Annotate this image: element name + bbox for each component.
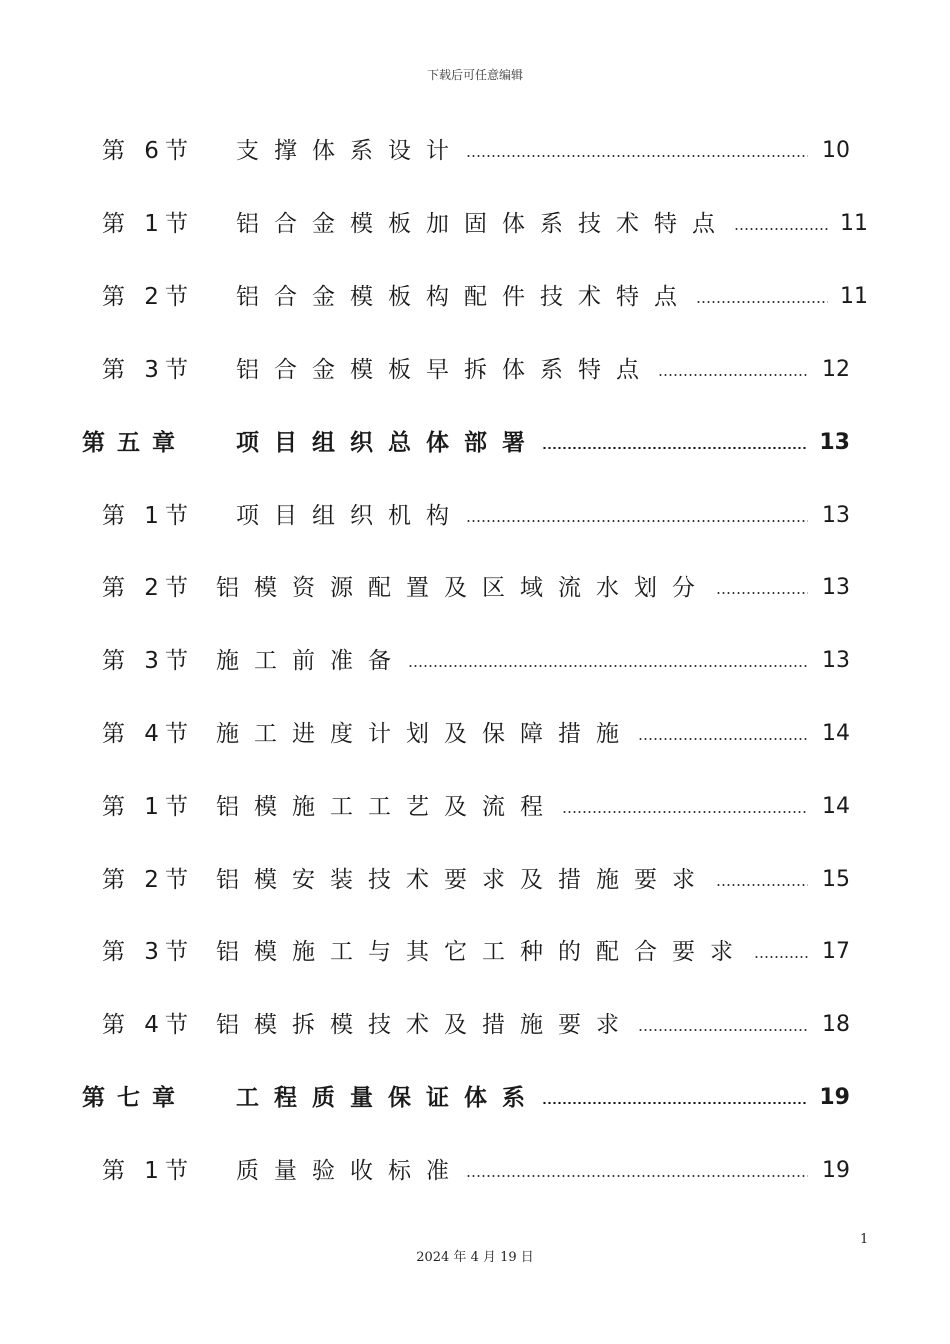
toc-entry-label: 第 1节 (102, 503, 194, 529)
toc-entry-page: 13 (822, 648, 850, 673)
toc-entry-title: 铝模施工工艺及流程 (216, 794, 558, 820)
toc-entry-page: 11 (840, 211, 868, 236)
toc-entry-title: 铝模拆模技术及措施要求 (216, 1012, 634, 1038)
dot-leader (466, 155, 808, 157)
footer-date: 2024 年 4 月 19 日 (416, 1250, 534, 1265)
dot-leader (542, 447, 808, 449)
dot-leader (466, 1175, 808, 1177)
toc-entry[interactable] (0, 277, 950, 317)
dot-leader (466, 520, 808, 522)
toc-entry-title: 施工进度计划及保障措施 (216, 721, 634, 747)
dot-leader (562, 811, 808, 813)
dot-leader (658, 374, 808, 376)
toc-entry-title: 铝模施工与其它工种的配合要求 (216, 939, 748, 965)
toc-entry-chapter[interactable] (0, 423, 950, 463)
dot-leader (734, 228, 828, 230)
toc-entry-label: 第 2节 (102, 867, 194, 893)
toc-entry-page: 11 (840, 284, 868, 309)
dot-leader (696, 301, 828, 303)
toc-entry[interactable] (0, 350, 950, 390)
toc-entry-page: 13 (819, 430, 850, 455)
toc-entry[interactable] (0, 1151, 950, 1191)
page-header: 下载后可任意编辑 (426, 68, 523, 82)
dot-leader (638, 1029, 808, 1031)
toc-entry-page: 13 (822, 575, 850, 600)
toc-entry[interactable] (0, 787, 950, 827)
toc-entry[interactable] (0, 496, 950, 536)
toc-entry-title: 铝模安装技术要求及措施要求 (216, 867, 710, 893)
toc-entry-title: 施工前准备 (216, 648, 406, 674)
toc-entry-label: 第 4节 (102, 1012, 194, 1038)
dot-leader (716, 884, 808, 886)
toc-entry-label: 第 3节 (102, 939, 194, 965)
toc-entry[interactable] (0, 641, 950, 681)
dot-leader (638, 738, 808, 740)
toc-entry-page: 14 (822, 721, 850, 746)
dot-leader (542, 1102, 808, 1104)
toc-entry-label: 第七章 (82, 1085, 187, 1111)
dot-leader (754, 956, 808, 958)
toc-entry[interactable] (0, 1005, 950, 1045)
toc-entry-chapter[interactable] (0, 1078, 950, 1118)
toc-entry[interactable] (0, 714, 950, 754)
toc-entry-page: 17 (822, 939, 850, 964)
toc-entry-title: 铝模资源配置及区域流水划分 (216, 575, 710, 601)
toc-entry-page: 14 (822, 794, 850, 819)
toc-entry-page: 10 (822, 138, 850, 163)
toc-entry-label: 第 3节 (102, 648, 194, 674)
toc-entry-label: 第 6节 (102, 138, 194, 164)
toc-entry-page: 13 (822, 503, 850, 528)
toc-entry-label: 第 1节 (102, 794, 194, 820)
toc-entry-page: 19 (819, 1085, 850, 1110)
toc-entry[interactable] (0, 568, 950, 608)
toc-entry[interactable] (0, 204, 950, 244)
toc-entry-page: 15 (822, 867, 850, 892)
toc-entry-title: 铝合金模板早拆体系特点 (236, 357, 654, 383)
toc-entry-title: 工程质量保证体系 (236, 1085, 540, 1111)
toc-entry-page: 12 (822, 357, 850, 382)
toc-entry[interactable] (0, 932, 950, 972)
toc-entry-title: 项目组织总体部署 (236, 430, 540, 456)
toc-entry-title: 质量验收标准 (236, 1158, 464, 1184)
toc-entry-title: 铝合金模板构配件技术特点 (236, 284, 692, 310)
toc-entry-label: 第 2节 (102, 284, 194, 310)
toc-entry-label: 第 1节 (102, 1158, 194, 1184)
toc-entry-label: 第 2节 (102, 575, 194, 601)
page-number: 1 (860, 1232, 869, 1247)
toc-entry[interactable] (0, 860, 950, 900)
toc-entry-title: 支撑体系设计 (236, 138, 464, 164)
toc-entry-label: 第 4节 (102, 721, 194, 747)
toc-entry-label: 第五章 (82, 430, 187, 456)
toc-entry-title: 铝合金模板加固体系技术特点 (236, 211, 730, 237)
dot-leader (716, 592, 808, 594)
toc-entry-page: 18 (822, 1012, 850, 1037)
toc-entry-label: 第 3节 (102, 357, 194, 383)
dot-leader (408, 665, 808, 667)
toc-entry-page: 19 (822, 1158, 850, 1183)
toc-entry-label: 第 1节 (102, 211, 194, 237)
toc-entry-title: 项目组织机构 (236, 503, 464, 529)
toc-entry[interactable] (0, 131, 950, 171)
